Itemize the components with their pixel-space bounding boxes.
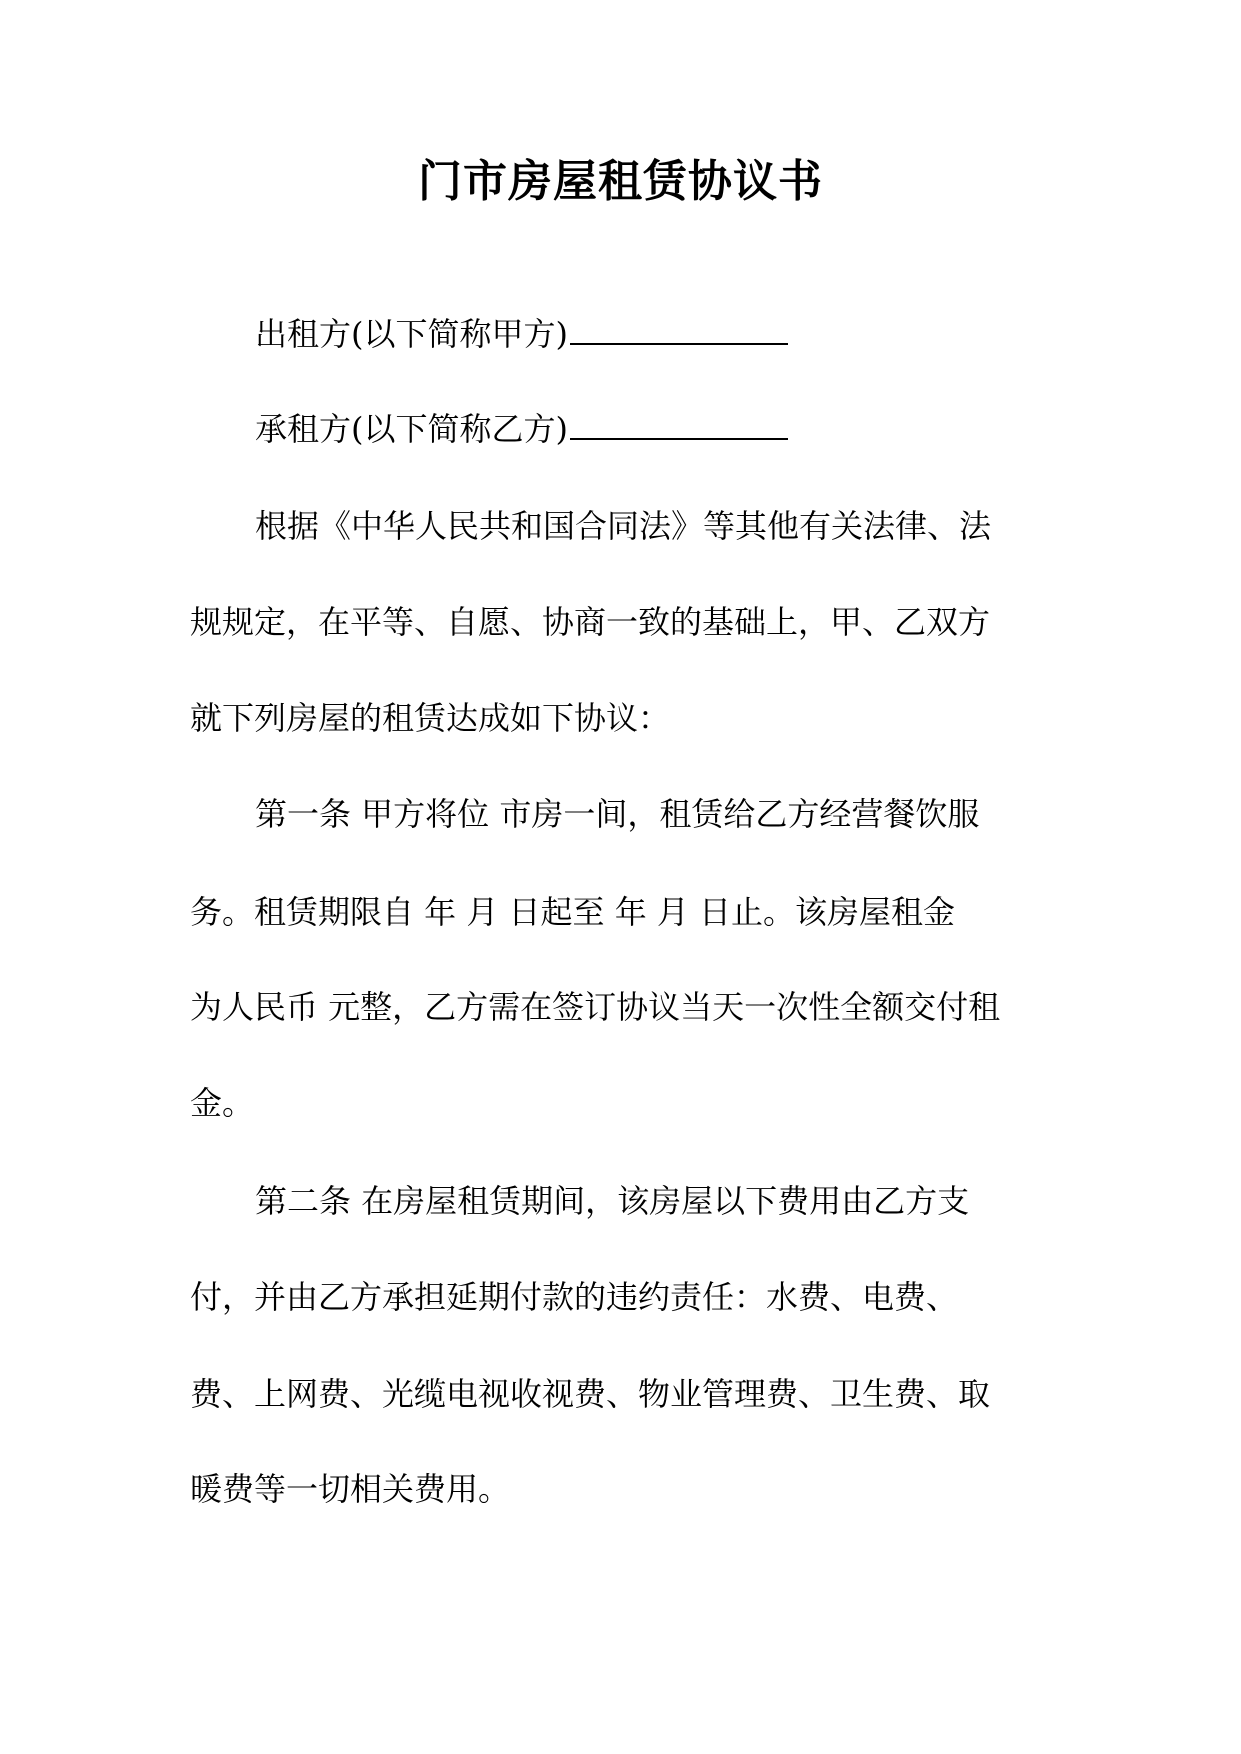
lessee-label: 承租方(以下简称乙方) (255, 410, 568, 448)
lessor-label: 出租方(以下简称甲方) (255, 315, 568, 353)
document-title: 门市房屋租赁协议书 (418, 156, 823, 207)
paragraph-line: 就下列房屋的租赁达成如下协议： (190, 699, 671, 737)
paragraph-line: 为人民币 元整，乙方需在签订协议当天一次性全额交付租 (190, 988, 1001, 1026)
paragraph-line: 规规定，在平等、自愿、协商一致的基础上，甲、乙双方 (190, 603, 991, 641)
paragraph-line: 暖费等一切相关费用。 (190, 1470, 511, 1508)
paragraph-line: 第一条 甲方将位 市房一间，租赁给乙方经营餐饮服 (255, 795, 980, 833)
paragraph-line: 第二条 在房屋租赁期间，该房屋以下费用由乙方支 (255, 1182, 970, 1220)
paragraph-line: 费、上网费、光缆电视收视费、物业管理费、卫生费、取 (190, 1375, 991, 1413)
lessee-blank[interactable] (570, 408, 788, 440)
paragraph-line: 金。 (190, 1084, 255, 1122)
lessee-line (255, 407, 788, 451)
lessor-blank[interactable] (570, 313, 788, 345)
paragraph-line: 务。租赁期限自 年 月 日起至 年 月 日止。该房屋租金 (190, 893, 956, 931)
paragraph-line: 根据《中华人民共和国合同法》等其他有关法律、法 (255, 507, 992, 545)
lessor-line (255, 312, 788, 356)
paragraph-line: 付，并由乙方承担延期付款的违约责任：水费、电费、 (190, 1278, 959, 1316)
